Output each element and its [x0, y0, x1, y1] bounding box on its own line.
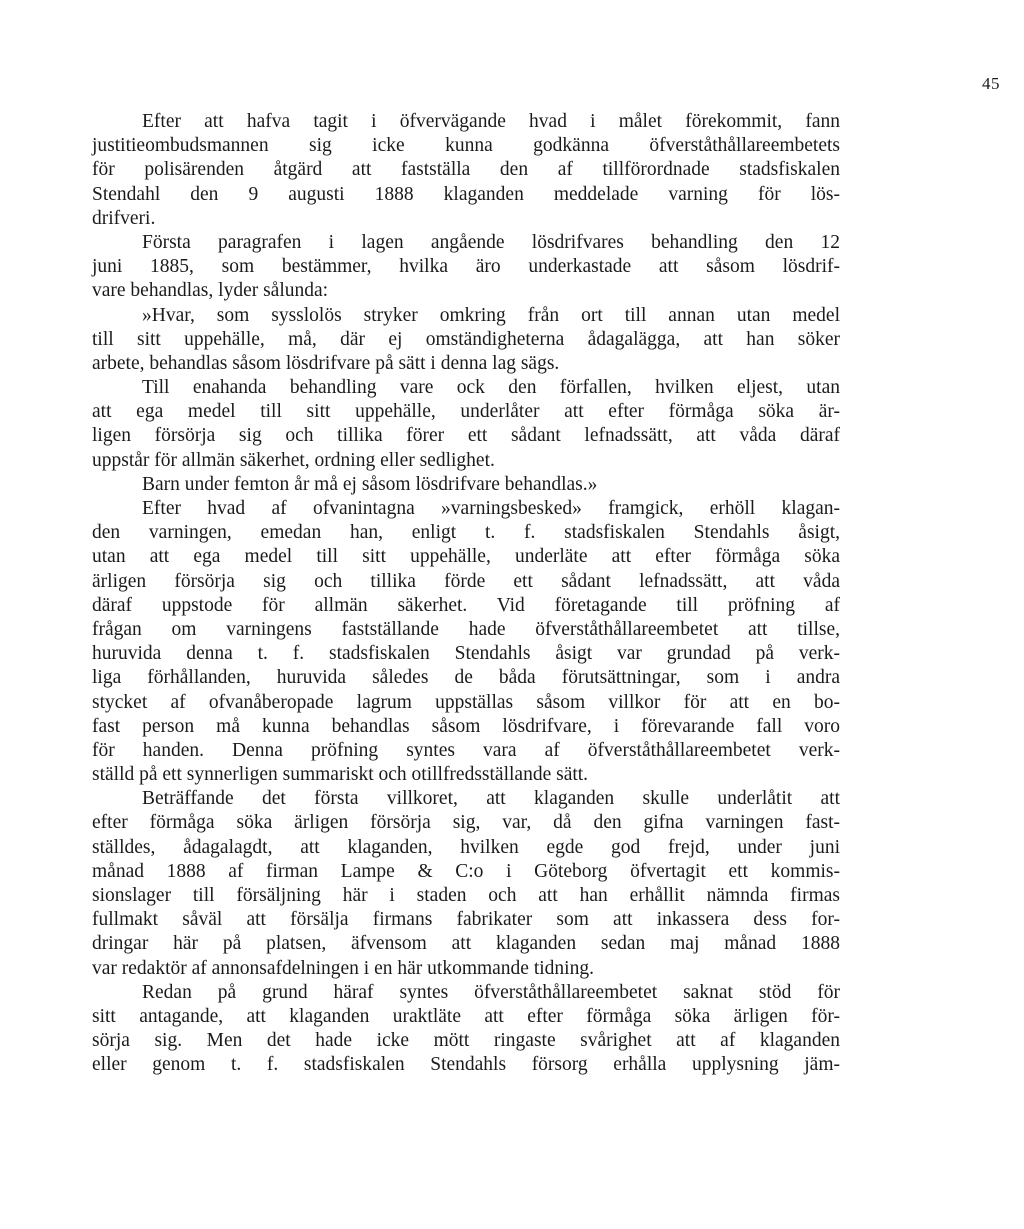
text-line: arbete, behandlas såsom lösdrifvare på sätt i denna lag sägs. [92, 352, 560, 374]
text-line: liga förhållanden, huruvida således de båda förutsättningar, som i andra [92, 667, 840, 689]
text-line: ställd på ett synnerligen summariskt och otillfredsställande sätt. [92, 764, 589, 786]
text-line: Till enahanda behandling vare ock den förfallen, hvilken eljest, utan [142, 377, 840, 399]
text-line: juni 1885, som bestämmer, hvilka äro underkastade att såsom lösdrif- [92, 256, 840, 278]
text-line: att ega medel till sitt uppehälle, underlåter att efter förmåga söka är- [92, 401, 840, 423]
text-line: däraf uppstode för allmän säkerhet. Vid företagande till pröfning af [92, 594, 840, 616]
text-line: Efter hvad af ofvanintagna »varningsbesked» framgick, erhöll klagan- [142, 498, 840, 519]
text-line: eller genom t. f. stadsfiskalen Stendahls försorg erhålla upplysning jäm- [92, 1054, 840, 1076]
text-line: Barn under femton år må ej såsom lösdrifvare behandlas.» [142, 473, 598, 495]
text-line: ärligen försörja sig och tillika förde ett sådant lefnadssätt, att våda [92, 570, 840, 592]
text-line: fullmakt såväl att försälja firmans fabrikater som att inkassera dess for- [92, 909, 840, 931]
text-line: månad 1888 af firman Lampe & C:o i Göteborg öfvertagit ett kommis- [92, 860, 840, 882]
text-line: fast person må kunna behandlas såsom lösdrifvare, i förevarande fall voro [92, 715, 840, 737]
text-line: dringar här på platsen, äfvensom att klaganden sedan maj månad 1888 [92, 933, 840, 955]
text-line: justitieombudsmannen sig icke kunna godkänna öfverståthållareembetets [92, 135, 840, 157]
text-line: utan att ega medel till sitt uppehälle, underläte att efter förmåga söka [92, 546, 840, 568]
text-line: Första paragrafen i lagen angående lösdrifvares behandling den 12 [142, 231, 840, 253]
text-line: efter förmåga söka ärligen försörja sig, var, då den gifna varningen fast- [92, 812, 840, 834]
body-text [92, 110, 840, 1078]
text-line: var redaktör af annonsafdelningen i en här utkommande tidning. [92, 957, 594, 979]
text-line: Stendahl den 9 augusti 1888 klaganden meddelade varning för lös- [92, 183, 840, 205]
text-line: Efter att hafva tagit i öfvervägande hvad i målet förekommit, fann [142, 111, 840, 132]
text-line: huruvida denna t. f. stadsfiskalen Stendahls åsigt var grundad på verk- [92, 643, 840, 665]
text-line: Beträffande det första villkoret, att klaganden skulle underlåtit att [142, 788, 840, 810]
text-line: till sitt uppehälle, må, där ej omständigheterna ådagalägga, att han söker [92, 328, 840, 350]
text-line: sörja sig. Men det hade icke mött ringaste svårighet att af klaganden [92, 1030, 840, 1052]
text-line: för polisärenden åtgärd att fastställa den af tillförordnade stadsfiskalen [92, 159, 840, 181]
text-line: frågan om varningens fastställande hade öfverståthållareembetet att tillse, [92, 618, 840, 640]
text-line: ställdes, ådagalagdt, att klaganden, hvilken egde god frejd, under juni [92, 836, 840, 858]
page-number: 45 [982, 74, 1000, 93]
text-line: den varningen, emedan han, enligt t. f. stadsfiskalen Stendahls åsigt, [92, 522, 840, 544]
text-line: drifveri. [92, 207, 156, 229]
text-line: stycket af ofvanåberopade lagrum uppställas såsom villkor för att en bo- [92, 691, 840, 713]
text-line: sitt antagande, att klaganden uraktläte att efter förmåga söka ärligen för- [92, 1005, 840, 1027]
text-line: sionslager till försäljning här i staden och att han erhållit nämnda firmas [92, 885, 840, 906]
text-line: »Hvar, som sysslolös stryker omkring från ort till annan utan medel [142, 304, 840, 326]
text-line: för handen. Denna pröfning syntes vara af öfverståthållareembetet verk- [92, 739, 840, 761]
text-line: uppstår för allmän säkerhet, ordning eller sedlighet. [92, 449, 495, 471]
text-line: vare behandlas, lyder sålunda: [92, 280, 329, 302]
text-line: ligen försörja sig och tillika förer ett sådant lefnadssätt, att våda däraf [92, 425, 840, 447]
text-line: Redan på grund häraf syntes öfverståthållareembetet saknat stöd för [142, 981, 840, 1003]
